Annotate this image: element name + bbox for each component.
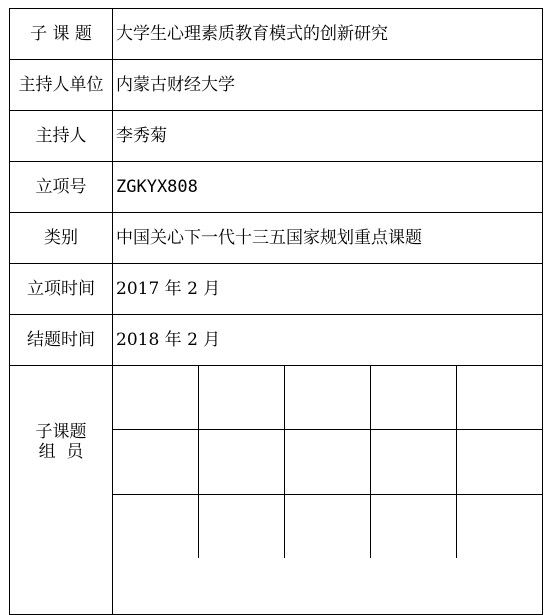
host-unit-label <box>10 60 113 111</box>
member-cell[interactable] <box>113 430 199 494</box>
row-host <box>10 111 543 162</box>
members-grid-row <box>113 366 542 430</box>
row-start-time <box>10 264 543 315</box>
end-time-value: 2018 年 2 月 <box>113 315 543 366</box>
row-category <box>10 213 543 264</box>
row-project-no <box>10 162 543 213</box>
member-cell[interactable] <box>284 366 370 430</box>
project-no-value: ZGKYX808 <box>113 162 543 213</box>
project-no-label <box>10 162 113 213</box>
host-label <box>10 111 113 162</box>
start-time-label <box>10 264 113 315</box>
row-subtopic <box>10 9 543 60</box>
member-cell[interactable] <box>370 494 456 558</box>
host-value: 李秀菊 <box>113 111 543 162</box>
project-no-label-text: 立项号 <box>35 176 87 197</box>
member-cell[interactable] <box>199 366 285 430</box>
category-label-text: 类别 <box>44 227 78 248</box>
subtopic-value: 大学生心理素质教育模式的创新研究 <box>113 9 543 60</box>
members-label-line2: 组 员 <box>38 442 84 463</box>
category-label <box>10 213 113 264</box>
row-host-unit <box>10 60 543 111</box>
members-label-line1: 子课题 <box>35 422 87 442</box>
start-time-label-text: 立项时间 <box>27 278 95 299</box>
host-label-text: 主持人 <box>35 125 87 146</box>
row-end-time <box>10 315 543 366</box>
members-grid-container <box>113 366 543 615</box>
member-cell[interactable] <box>370 430 456 494</box>
category-value: 中国关心下一代十三五国家规划重点课题 <box>113 213 543 264</box>
member-cell[interactable] <box>199 430 285 494</box>
members-grid <box>113 366 542 558</box>
member-cell[interactable] <box>456 430 542 494</box>
member-cell[interactable] <box>199 494 285 558</box>
members-grid-row <box>113 430 542 494</box>
members-label <box>10 366 113 615</box>
member-cell[interactable] <box>284 430 370 494</box>
subtopic-label <box>10 9 113 60</box>
member-cell[interactable] <box>370 366 456 430</box>
row-members <box>10 366 543 615</box>
host-unit-label-text: 主持人单位 <box>18 74 104 95</box>
member-cell[interactable] <box>456 494 542 558</box>
start-time-value: 2017 年 2 月 <box>113 264 543 315</box>
member-cell[interactable] <box>113 366 199 430</box>
host-unit-value: 内蒙古财经大学 <box>113 60 543 111</box>
members-grid-row <box>113 494 542 558</box>
subtopic-label-text: 子 课 题 <box>30 23 92 44</box>
member-cell[interactable] <box>456 366 542 430</box>
project-info-table <box>9 8 543 615</box>
member-cell[interactable] <box>284 494 370 558</box>
end-time-label-text: 结题时间 <box>27 329 95 350</box>
member-cell[interactable] <box>113 494 199 558</box>
end-time-label <box>10 315 113 366</box>
